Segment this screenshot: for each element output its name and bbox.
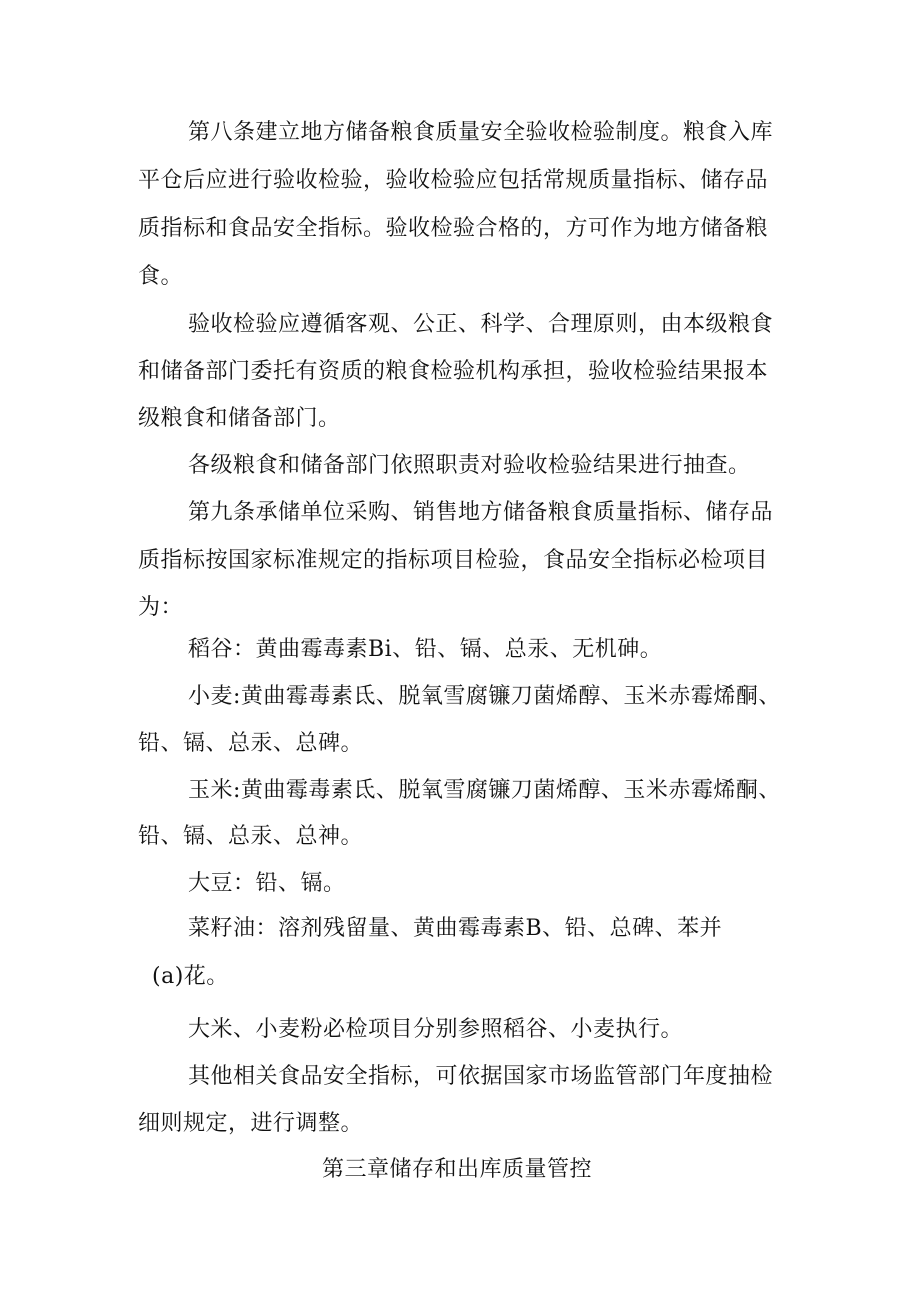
wheat-line-1: 小麦:黄曲霉毒素氐、脱氧雪腐镰刀菌烯醇、玉米赤霉烯酮、 <box>188 684 781 709</box>
soybean-line: 大豆：铅、镉。 <box>188 871 346 896</box>
corn-line-2: 铅、镉、总汞、总神。 <box>138 824 364 849</box>
article8-line-3: 质指标和食品安全指标。验收检验合格的，方可作为地方储备粮 <box>138 216 769 241</box>
principle-line-1: 验收检验应遵循客观、公正、科学、合理原则，由本级粮食 <box>188 312 774 337</box>
article8-line-2: 平仓后应进行验收检验，验收检验应包括常规质量指标、储存品 <box>138 168 769 193</box>
rice-paddy-line: 稻谷：黄曲霉毒素Bi、铅、镉、总汞、无机砷。 <box>188 637 663 662</box>
rapeseed-oil-line-2: (a)花。 <box>152 964 229 989</box>
corn-line-1: 玉米:黄曲霉毒素氐、脱氧雪腐镰刀菌烯醇、玉米赤霉烯酮、 <box>188 778 781 803</box>
article9-line-2: 质指标按国家标准规定的指标项目检验，食品安全指标必检项目 <box>138 548 769 573</box>
article9-line-3: 为： <box>138 595 184 620</box>
principle-line-3: 级粮食和储备部门。 <box>138 406 341 431</box>
other-indicators-line-2: 细则规定，进行调整。 <box>138 1111 364 1136</box>
other-indicators-line-1: 其他相关食品安全指标，可依据国家市场监管部门年度抽检 <box>188 1064 774 1089</box>
chapter3-heading: 第三章储存和出库质量管控 <box>322 1157 593 1182</box>
rapeseed-oil-line-1: 菜籽油：溶剂残留量、黄曲霉毒素B、铅、总碑、苯并 <box>188 916 723 941</box>
wheat-line-2: 铅、镉、总汞、总碑。 <box>138 731 364 756</box>
article8-line-1: 第八条建立地方储备粮食质量安全验收检验制度。粮食入库 <box>188 120 774 145</box>
article8-line-4: 食。 <box>138 264 184 289</box>
article9-line-1: 第九条承储单位采购、销售地方储备粮食质量指标、储存品 <box>188 500 774 525</box>
principle-line-2: 和储备部门委托有资质的粮食检验机构承担，验收检验结果报本 <box>138 359 769 384</box>
spot-check-line: 各级粮食和储备部门依照职责对验收检验结果进行抽查。 <box>188 453 751 478</box>
rice-flour-line: 大米、小麦粉必检项目分别参照稻谷、小麦执行。 <box>188 1017 684 1042</box>
